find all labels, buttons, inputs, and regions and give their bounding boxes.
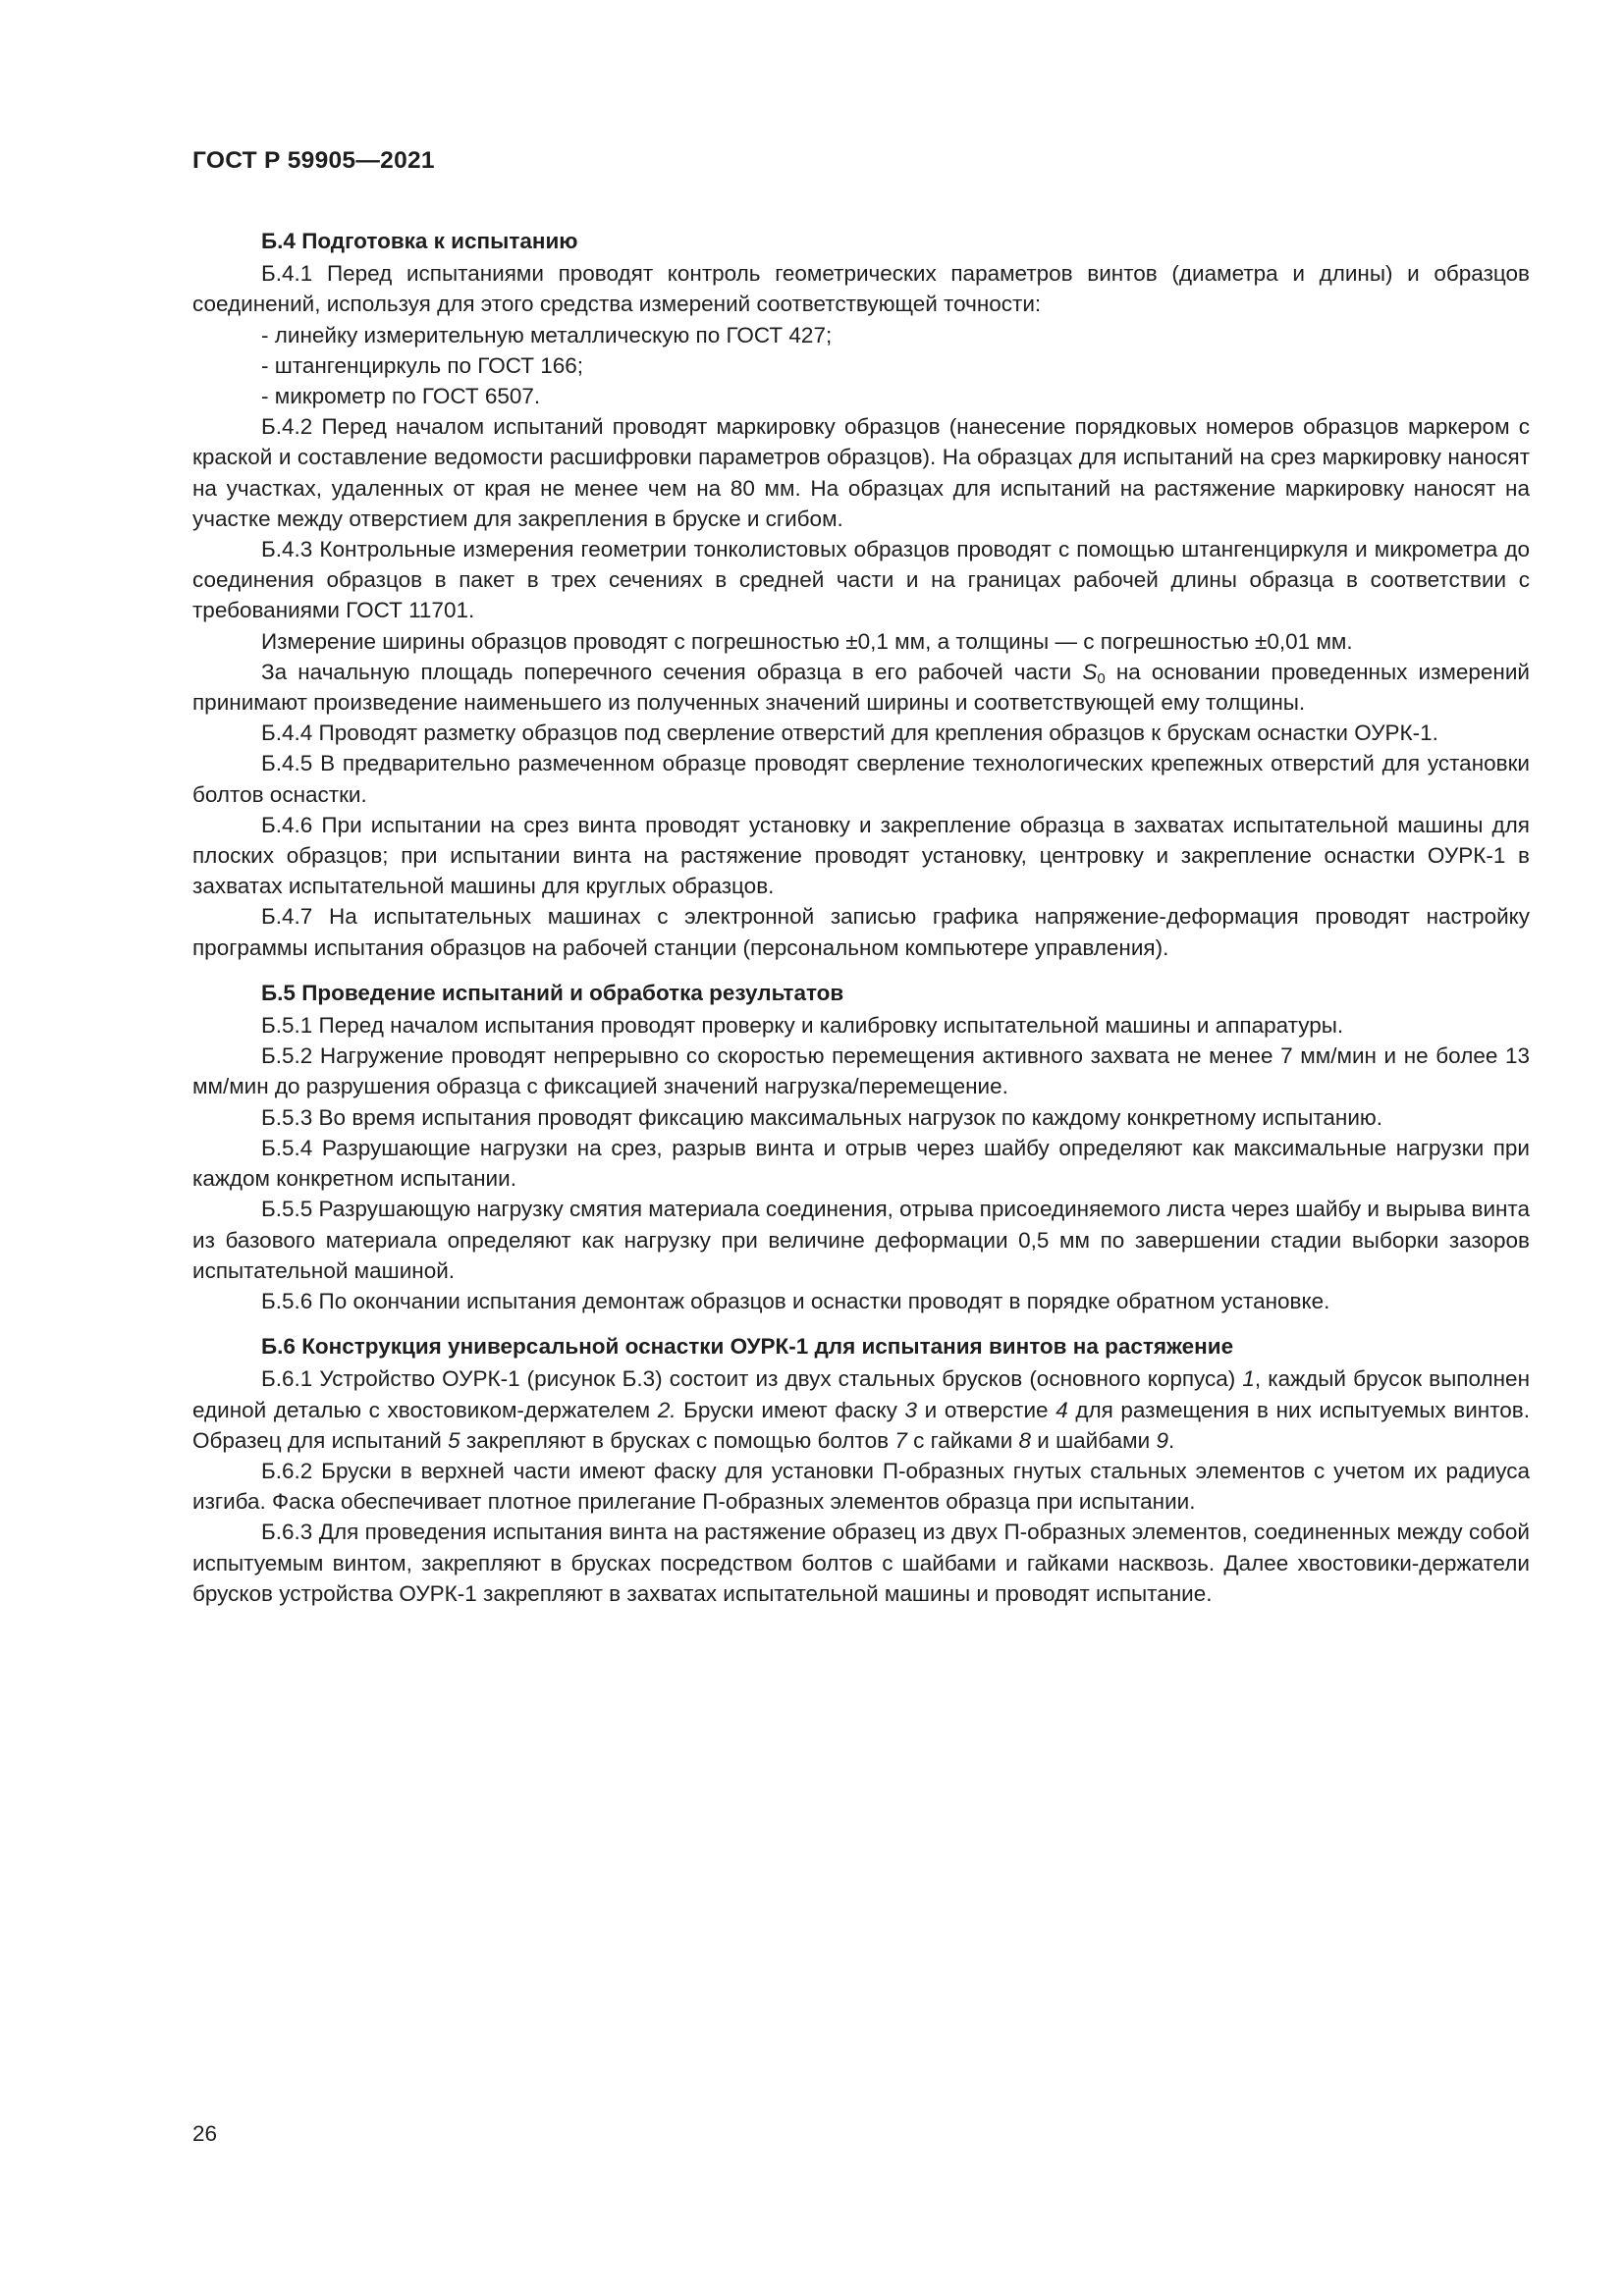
text-run: . bbox=[1167, 1427, 1175, 1453]
item-number: 8 bbox=[1018, 1427, 1032, 1453]
paragraph-cross-section-area bbox=[192, 657, 1530, 718]
section-heading-b5: Б.5 Проведение испытаний и обработка результатов bbox=[261, 980, 844, 1005]
section-heading-b6: Б.6 Конструкция универсальной оснастки ОУРК-1 для испытания винтов на растяжение bbox=[261, 1334, 1234, 1360]
section-spacer bbox=[192, 1316, 1530, 1331]
text-run: Бруски имеют фаску bbox=[676, 1397, 905, 1422]
paragraph-measurement-accuracy: Измерение ширины образцов проводят с погрешностью ±0,1 мм, а толщины — с погрешностью ±0,01 мм. bbox=[261, 628, 1353, 654]
paragraph-b4-6: Б.4.6 При испытании на срез винта проводят установку и закрепление образца в захватах испытательной машины для плоских образцов; при испытании винта на растяжение проводят установку, центровку и закрепление оснастки ОУРК-1 в захватах испытательной машины для круглых образцов. bbox=[192, 812, 1530, 899]
paragraph-b5-1: Б.5.1 Перед началом испытания проводят проверку и калибровку испытательной машины и аппаратуры. bbox=[261, 1013, 1344, 1039]
paragraph-b5-6: Б.5.6 По окончании испытания демонтаж образцов и оснастки проводят в порядке обратном установке. bbox=[261, 1288, 1330, 1313]
text-run: За начальную площадь поперечного сечения образца в его рабочей части bbox=[261, 659, 1083, 684]
document-code: ГОСТ Р 59905—2021 bbox=[192, 147, 435, 174]
text-run: с гайками bbox=[906, 1427, 1019, 1453]
paragraph-b4-2: Б.4.2 Перед началом испытаний проводят маркировку образцов (нанесение порядковых номеров образцов маркером с краской и составление ведомости расшифровки параметров образцов). На образцах для испытаний на срез маркировку наносят на участках, удаленных от края не менее чем на 80 мм. На образцах для испытаний на растяжение маркировку наносят на участке между отверстием для закрепления в бруске и сгибом. bbox=[192, 414, 1530, 531]
symbol-s: S bbox=[1082, 659, 1098, 684]
item-number: 5 bbox=[448, 1427, 460, 1453]
item-number: 3 bbox=[904, 1397, 918, 1422]
paragraph-b5-3: Б.5.3 Во время испытания проводят фиксацию максимальных нагрузок по каждому конкретному испытанию. bbox=[261, 1104, 1383, 1130]
text-run: для размещения в них испытуемых винтов. Образец для испытаний bbox=[192, 1397, 1530, 1453]
paragraph-b5-2: Б.5.2 Нагружение проводят непрерывно со скоростью перемещения активного захвата не менее 7 мм/мин и не более 13 мм/мин до разрушения образца с фиксацией значений нагрузка/перемещение. bbox=[192, 1043, 1530, 1099]
item-number: 9 bbox=[1156, 1427, 1168, 1453]
text-run: закрепляют в брусках с помощью болтов bbox=[460, 1427, 895, 1453]
paragraph-b6-1 bbox=[192, 1363, 1530, 1456]
page-number: 26 bbox=[192, 2121, 218, 2146]
paragraph-b4-3: Б.4.3 Контрольные измерения геометрии тонколистовых образцов проводят с помощью штангенциркуля и микрометра до соединения образцов в пакет в трех сечениях в средней части и на границах рабочей длины образца в соответствии с требованиями ГОСТ 11701. bbox=[192, 537, 1530, 623]
paragraph-b6-2: Б.6.2 Бруски в верхней части имеют фаску для установки П-образных гнутых стальных элементов с учетом их радиуса изгиба. Фаска обеспечивает плотное прилегание П-образных элементов образца при испытании. bbox=[192, 1458, 1530, 1515]
text-run: на основании проведенных измерений принимают произведение наименьшего из полученных значений ширины и соответствующей ему толщины. bbox=[192, 659, 1530, 716]
paragraph-b4-4: Б.4.4 Проводят разметку образцов под сверление отверстий для крепления образцов к брускам оснастки ОУРК-1. bbox=[261, 721, 1438, 746]
document-body bbox=[192, 226, 1530, 1609]
text-run: и отверстие bbox=[917, 1397, 1056, 1422]
item-number: 2. bbox=[657, 1397, 677, 1422]
list-item: - микрометр по ГОСТ 6507. bbox=[261, 384, 541, 409]
paragraph-b4-1: Б.4.1 Перед испытаниями проводят контроль геометрических параметров винтов (диаметра и длины) и образцов соединений, используя для этого средства измерений соответствующей точности: bbox=[192, 261, 1530, 317]
text-run: , каждый брусок выполнен единой деталью с хвостовиком-держателем bbox=[192, 1366, 1530, 1422]
text-run: Б.6.1 Устройство ОУРК-1 (рисунок Б.3) состоит из двух стальных брусков (основного корпуса) bbox=[261, 1366, 1243, 1392]
list-item: - штангенциркуль по ГОСТ 166; bbox=[261, 352, 584, 378]
symbol-subscript: 0 bbox=[1097, 669, 1106, 687]
section-spacer bbox=[192, 963, 1530, 978]
item-number: 4 bbox=[1056, 1397, 1068, 1422]
paragraph-b4-5: Б.4.5 В предварительно размеченном образце проводят сверление технологических крепежных отверстий для установки болтов оснастки. bbox=[192, 751, 1530, 807]
item-number: 7 bbox=[894, 1427, 907, 1453]
text-run: и шайбами bbox=[1031, 1427, 1157, 1453]
paragraph-b6-3: Б.6.3 Для проведения испытания винта на растяжение образец из двух П-образных элементов, соединенных между собой испытуемым винтом, закрепляют в брусках посредством болтов с шайбами и гайками насквозь. Далее хвостовики-держатели брусков устройства ОУРК-1 закрепляют в захватах испытательной машины и проводят испытание. bbox=[192, 1520, 1530, 1606]
paragraph-b5-4: Б.5.4 Разрушающие нагрузки на срез, разрыв винта и отрыв через шайбу определяют как максимальные нагрузки при каждом конкретном испытании. bbox=[192, 1135, 1530, 1192]
paragraph-b4-7: Б.4.7 На испытательных машинах с электронной записью графика напряжение-деформация проводят настройку программы испытания образцов на рабочей станции (персональном компьютере управления). bbox=[192, 904, 1530, 960]
item-number: 1 bbox=[1242, 1366, 1255, 1392]
paragraph-b5-5: Б.5.5 Разрушающую нагрузку смятия материала соединения, отрыва присоединяемого листа через шайбу и вырыва винта из базового материала определяют как нагрузку при величине деформации 0,5 мм по завершении стадии выборки зазоров испытательной машиной. bbox=[192, 1197, 1530, 1283]
section-heading-b4: Б.4 Подготовка к испытанию bbox=[261, 229, 578, 253]
list-item: - линейку измерительную металлическую по ГОСТ 427; bbox=[261, 322, 833, 347]
